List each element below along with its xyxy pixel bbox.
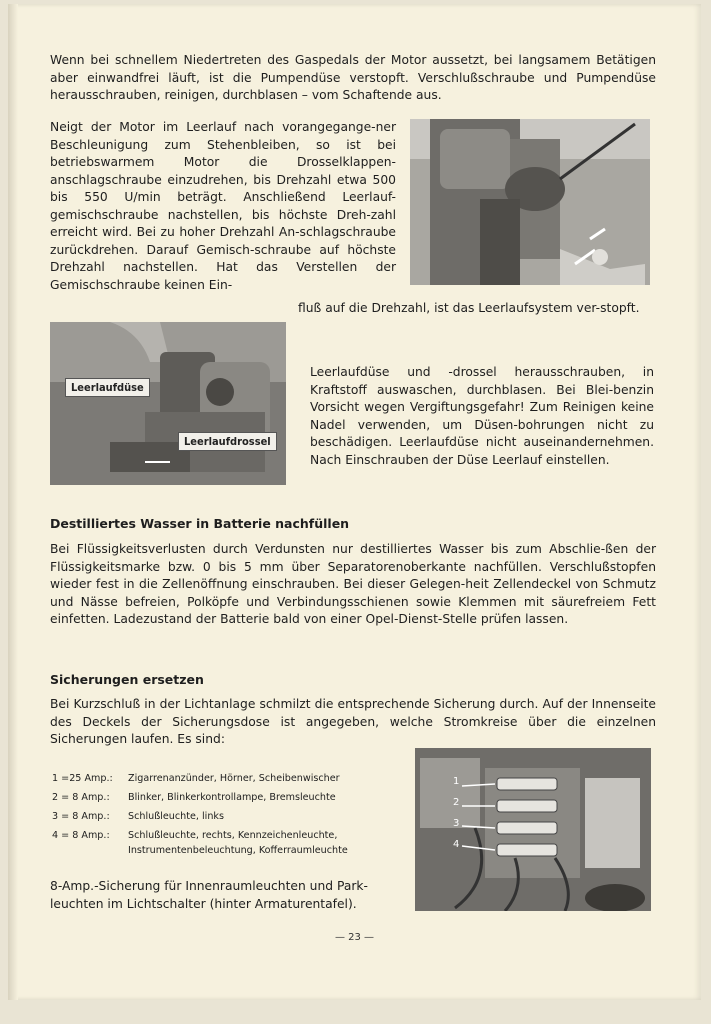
fuse-rating: 2 = 8 Amp.:	[52, 792, 110, 803]
fuse-box-photo	[415, 748, 651, 911]
fuse-rating: 3 = 8 Amp.:	[52, 811, 110, 822]
page-spine-shadow	[8, 4, 18, 1000]
fuse-circuits: Schlußleuchte, rechts, Kennzeichenleuchte, Instrumentenbeleuchtung, Kofferraumleuchte	[128, 830, 348, 856]
fuse-number-label: 4	[453, 839, 460, 850]
paragraph-pump-nozzle: Wenn bei schnellem Niedertreten des Gaspedals der Motor aussetzt, bei langsamem Betätigen aber einwandfrei läuft, ist die Pumpendüse verstopft. Verschlußschraube und Pumpendüse herausschrauben, reinigen, durchblasen – vom Schaftende aus.	[50, 53, 656, 102]
fuse-circuits: Blinker, Blinkerkontrollampe, Bremsleuchte	[128, 792, 336, 803]
fuse-row	[52, 826, 388, 858]
paragraph-fuses: Bei Kurzschluß in der Lichtanlage schmilzt die entsprechende Sicherung durch. Auf der Innenseite des Deckels der Sicherungsdose ist angegeben, welche Stromkreise über die einzelnen Sicherungen laufen. Es sind:	[50, 697, 656, 746]
carburetor-photo	[410, 119, 650, 285]
label-idle-throttle: Leerlaufdrossel	[178, 432, 277, 451]
fuse-row	[52, 807, 388, 826]
fuse-rating: 4 = 8 Amp.:	[52, 830, 110, 841]
label-idle-nozzle: Leerlaufdüse	[65, 378, 150, 397]
fuse-number-label: 1	[453, 776, 460, 787]
paragraph-idle-adjust: Neigt der Motor im Leerlauf nach vorangegange-ner Beschleunigung zum Stehenbleiben, so ist bei betriebswarmem Motor die Drosselklappen-anschlagschraube einzudrehen, bis Drehzahl etwa 500 bis 550 U/min beträgt. Anschließend Leerlauf-gemischschraube nachstellen, bis höchste Dreh-zahl erreicht wird. Bei zu hoher Drehzahl An-schlagschraube zurückdrehen. Darauf Gemisch-schraube auf höchste Drehzahl nachstellen. Hat das Verstellen der Gemischschraube keinen Ein-	[50, 120, 396, 292]
fuse-row	[52, 788, 388, 807]
fuse-number-label: 2	[453, 797, 460, 808]
fuse-rating: 1 =25 Amp.:	[52, 773, 113, 784]
document-page	[8, 4, 701, 1000]
fuse-number-label: 3	[453, 818, 460, 829]
fuse-list	[52, 769, 388, 858]
paragraph-battery: Bei Flüssigkeitsverlusten durch Verdunsten nur destilliertes Wasser bis zum Abschlie-ßen der Flüssigkeitsmarke bzw. 0 bis 5 mm über Separatorenoberkante nachfüllen. Verschlußstopfen wieder fest in die Zellenöffnung einschrauben. Bei dieser Gelegen-heit Zellendeckel von Schmutz und Nässe befreien, Polköpfe und Verbindungsschienen sowie Klemmen mit säurefreiem Fett einfetten. Ladezustand der Batterie bald von einer Opel-Dienst-Stelle prüfen lassen.	[50, 542, 656, 626]
heading-battery: Destilliertes Wasser in Batterie nachfüllen	[50, 516, 350, 531]
paragraph-interior-fuse: 8-Amp.-Sicherung für Innenraumleuchten und Park-leuchten im Lichtschalter (hinter Armaturentafel).	[50, 879, 368, 911]
heading-fuses: Sicherungen ersetzen	[50, 672, 204, 687]
paragraph-idle-nozzle-clean: Leerlaufdüse und -drossel herausschrauben, in Kraftstoff auswaschen, durchblasen. Bei Blei-benzin Vorsicht wegen Vergiftungsgefahr! Zum Reinigen keine Nadel verwenden, um Düsen-bohrungen nicht zu beschädigen. Leerlaufdüse nicht auseinandernehmen. Nach Einschrauben der Düse Leerlauf einstellen.	[310, 365, 654, 467]
fuse-row	[52, 769, 388, 788]
fuse-circuits: Schlußleuchte, links	[128, 811, 224, 822]
page-number: — 23 —	[334, 932, 375, 943]
idle-nozzle-photo	[50, 322, 286, 485]
paragraph-idle-adjust-cont: fluß auf die Drehzahl, ist das Leerlaufsystem ver-stopft.	[298, 301, 640, 315]
fuse-circuits: Zigarrenanzünder, Hörner, Scheibenwischer	[128, 773, 340, 784]
